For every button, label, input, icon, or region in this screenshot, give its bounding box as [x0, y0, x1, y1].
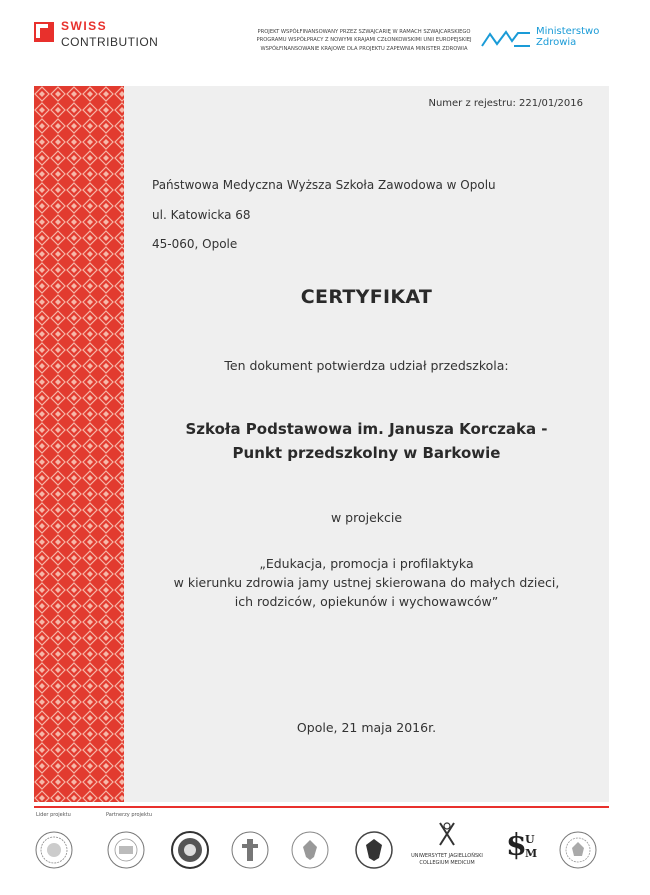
funding-note-line: WSPÓŁFINANSOWANIE KRAJOWE DLA PROJEKTU ZAPEWNIA MINISTER ZDROWIA — [260, 45, 468, 52]
certificate — [34, 86, 609, 802]
project-title-line3: ich rodziców, opiekunów i wychowawców” — [234, 594, 499, 609]
issuer-postal-city: 45-060, Opole — [152, 237, 238, 251]
leader-label: Lider projektu — [36, 812, 71, 818]
opole-seal-icon — [558, 830, 598, 870]
school-name-line2: Punkt przedszkolny w Barkowie — [232, 444, 501, 462]
swiss-flag-icon — [34, 22, 54, 42]
national-emblem-seal-icon — [354, 830, 394, 870]
certificate-body — [124, 86, 609, 802]
university-seal-icon — [34, 830, 74, 870]
certificate-title: CERTYFIKAT — [300, 286, 433, 308]
project-title-line2: w kierunku zdrowia jamy ustnej skierowana do małych dzieci, — [173, 575, 560, 590]
partners-label: Partnerzy projektu — [106, 812, 153, 818]
sum-logo — [506, 828, 538, 863]
sum-logo-m: M — [525, 847, 538, 860]
crossed-scepters-icon — [437, 820, 457, 848]
issue-date: Opole, 21 maja 2016r. — [296, 720, 437, 735]
sum-logo-u: U — [525, 833, 535, 846]
project-title-line1: „Edukacja, promocja i profilaktyka — [259, 556, 474, 571]
in-project-text: w projekcie — [330, 510, 403, 525]
eagle-seal-icon — [290, 830, 330, 870]
funding-note — [244, 28, 484, 53]
decorative-pattern-band — [34, 86, 124, 802]
funding-note-line: PROJEKT WSPÓŁFINANSOWANY PRZEZ SZWAJCARIĘ W RAMACH SZWAJCARSKIEGO — [257, 29, 471, 35]
medical-seal-icon — [170, 830, 210, 870]
issuer-street: ul. Katowicka 68 — [152, 208, 251, 222]
pum-seal-icon — [106, 830, 146, 870]
ministry-name-line1: Ministerstwo — [536, 26, 600, 37]
ministry-wave-icon — [480, 28, 532, 50]
uj-name-line2: COLLEGIUM MEDICUM — [419, 860, 475, 866]
uj-name-line1: UNIWERSYTET JAGIELLOŃSKI — [411, 853, 483, 859]
jagiellonian-university-logo — [402, 820, 492, 880]
swiss-logo-line1: SWISS — [61, 19, 108, 33]
confirmation-text: Ten dokument potwierdza udział przedszkola: — [224, 358, 509, 373]
school-name-line1: Szkoła Podstawowa im. Janusza Korczaka - — [185, 420, 548, 438]
sum-logo-s: $ — [506, 828, 527, 863]
swiss-logo-line2: CONTRIBUTION — [61, 35, 159, 49]
ministry-name-line2: Zdrowia — [536, 37, 577, 48]
swiss-contribution-logo — [34, 18, 174, 58]
registry-number: Numer z rejestru: 221/01/2016 — [428, 98, 583, 109]
ministry-of-health-logo — [480, 26, 630, 56]
issuer-name: Państwowa Medyczna Wyższa Szkoła Zawodowa w Opolu — [152, 178, 496, 192]
funding-note-line: PROGRAMU WSPÓŁPRACY Z NOWYMI KRAJAMI CZŁONKOWSKIMI UNII EUROPEJSKIEJ — [256, 37, 472, 44]
footer-divider — [34, 806, 609, 808]
university-crest-seal-icon — [230, 830, 270, 870]
